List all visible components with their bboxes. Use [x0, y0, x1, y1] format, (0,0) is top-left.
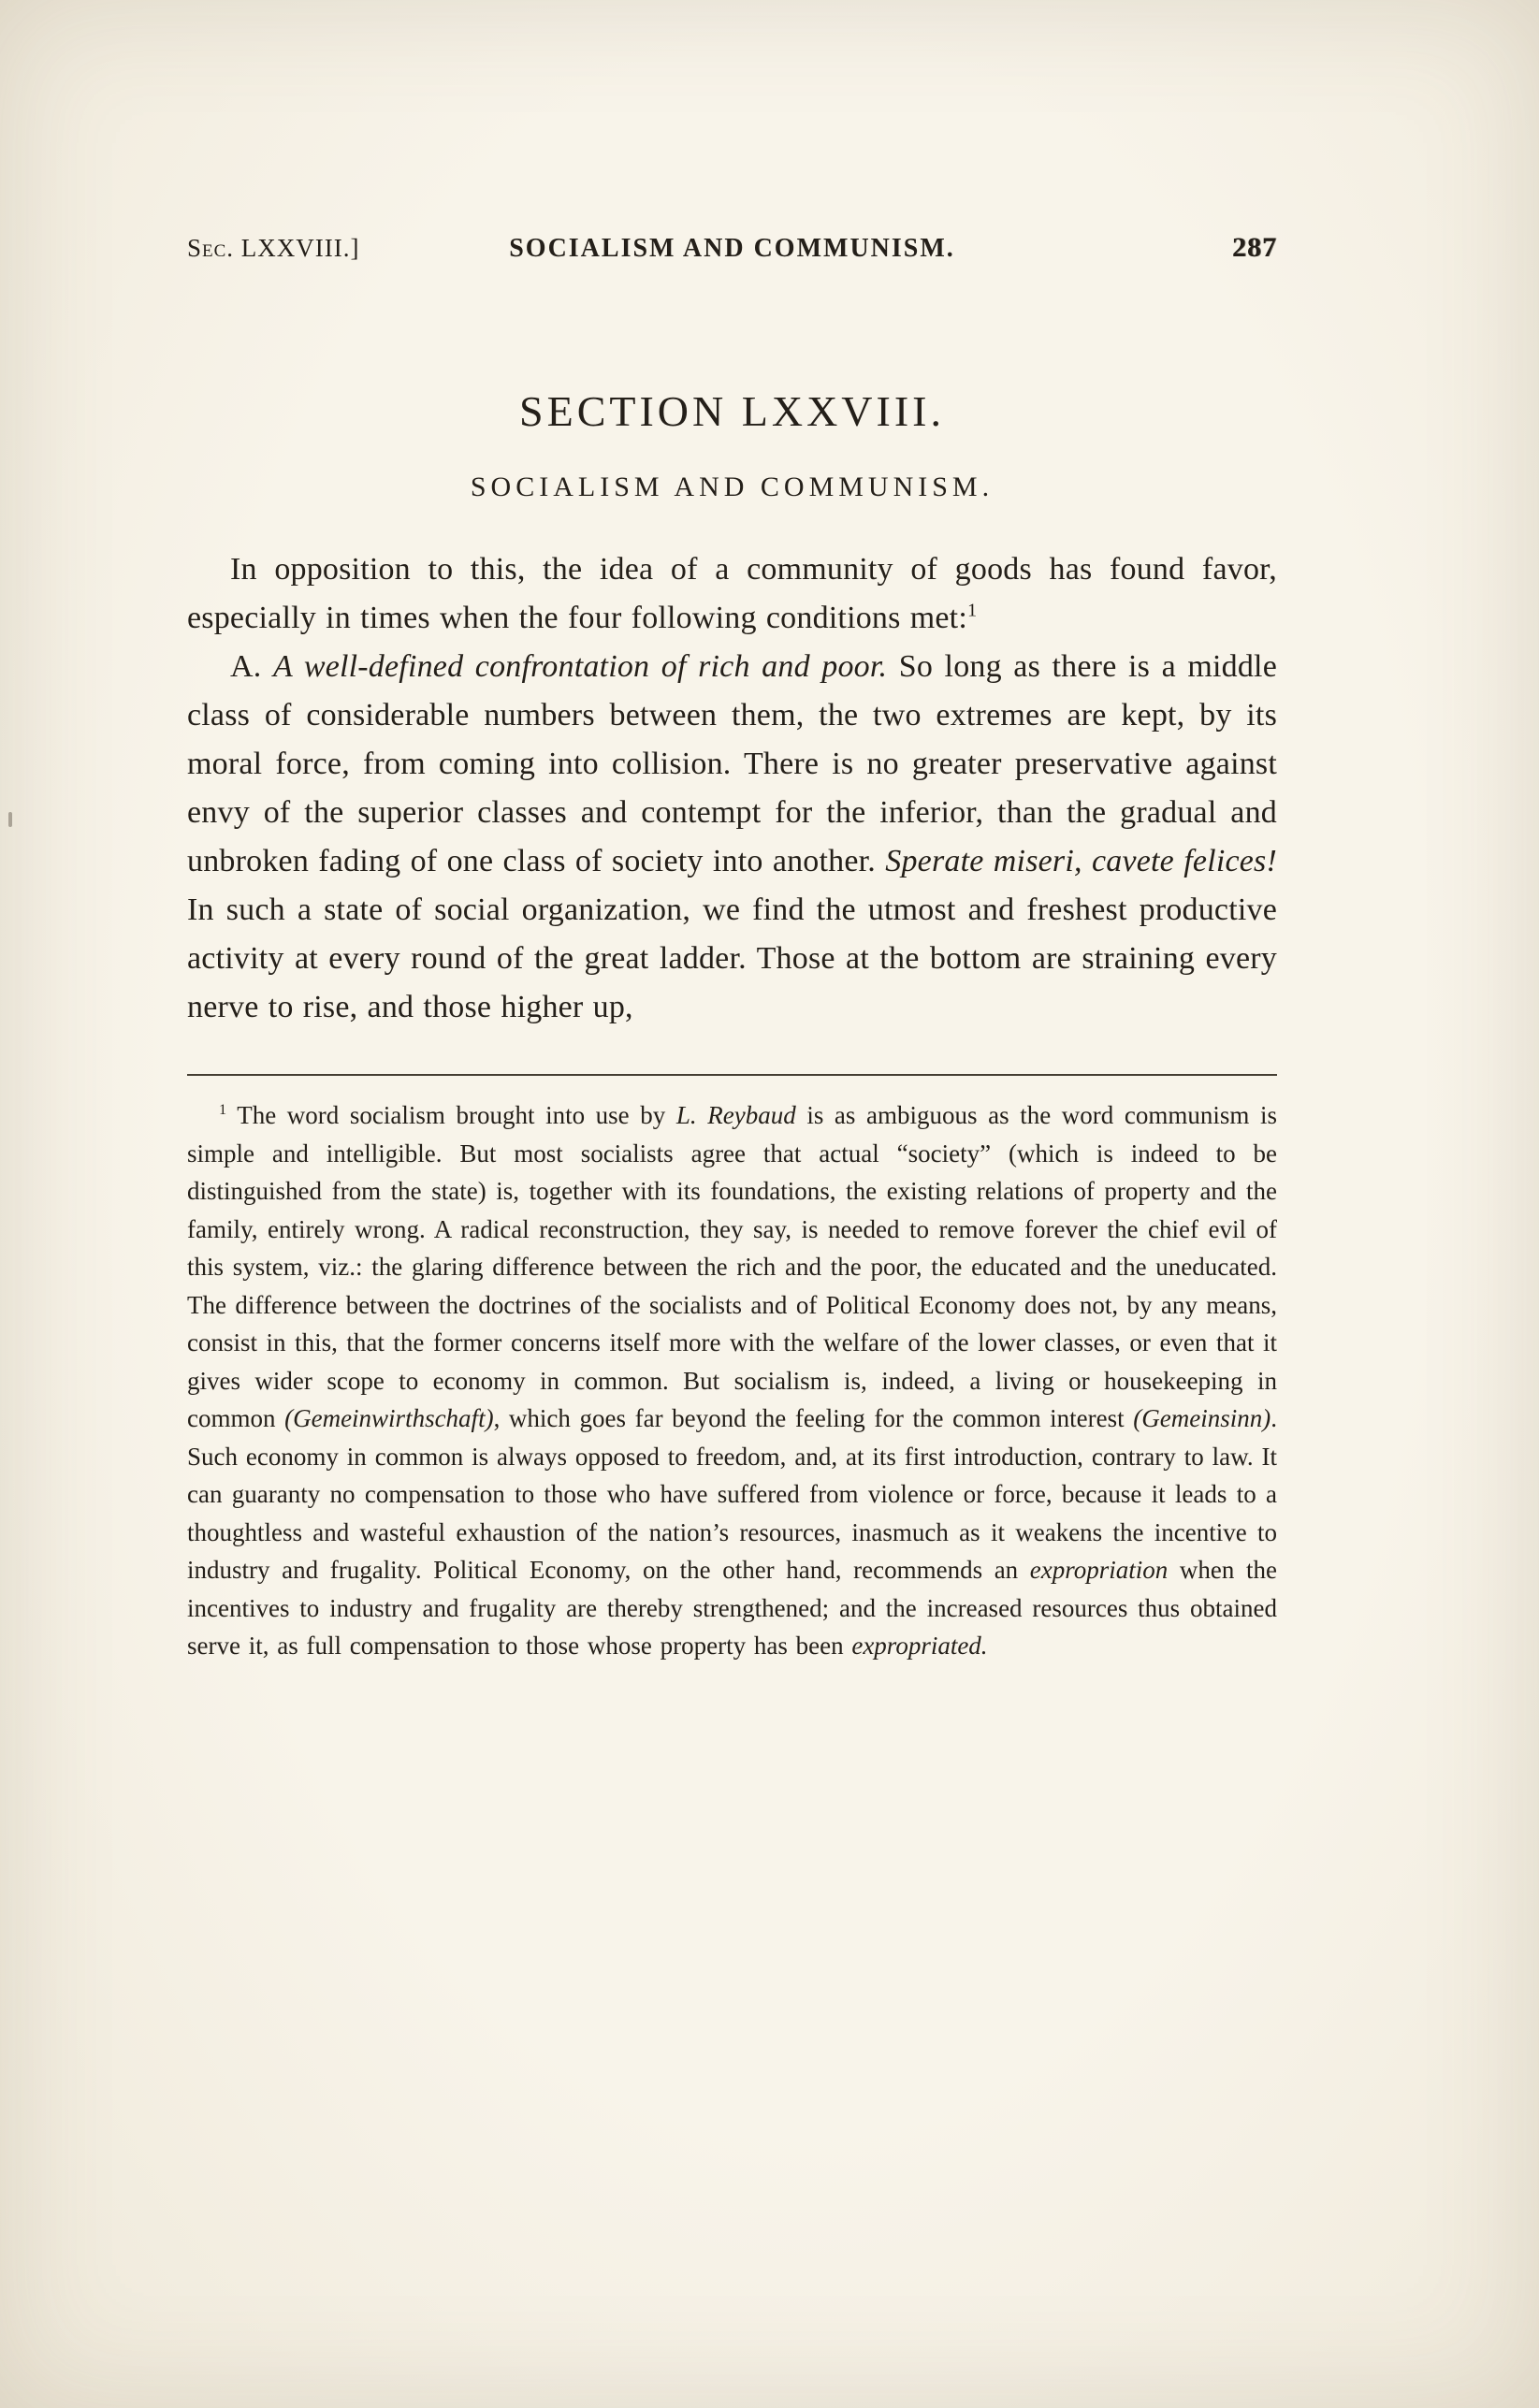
page-number: 287 [1232, 232, 1277, 263]
page-content [187, 234, 1277, 1665]
body-text [187, 545, 1277, 1032]
section-subtitle: SOCIALISM AND COMMUNISM. [470, 471, 995, 502]
section-label: Sec. LXXVIII.] [187, 234, 360, 262]
paragraph: A. A well-defined confrontation of rich and poor. So long as there is a middle class of considerable numbers between them, the two extremes are kept, by its moral force, from coming into collision. There is no greater preservative against envy of the superior classes and contempt for the inferior, than the gradual and unbroken fading of one class of society into another. Sperate miseri, cavete felices! In such a state of social organization, we find the utmost and freshest productive activity at every round of the great ladder. Those at the bottom are straining every nerve to rise, and those higher up, [187, 649, 1277, 1024]
scan-artifact [8, 812, 12, 827]
running-header [187, 234, 1277, 269]
footnote: $^1$ The word socialism brought into use by L. Reybaud is as ambiguous as the word communism is simple and intelligible. But most socialists agree that actual “society” (which is indeed to be distinguished from the state) is, together with its foundations, the existing relations of property and the family, entirely wrong. A radical reconstruction, they say, is needed to remove forever the chief evil of this system, viz.: the glaring difference between the rich and the poor, the educated and the uneducated. The difference between the doctrines of the socialists and of Political Economy does not, by any means, consist in this, that the former concerns itself more with the welfare of the lower classes, or even that it gives wider scope to economy in common. But socialism is, indeed, a living or housekeeping in common (Gemeinwirthschaft), which goes far beyond the feeling for the common interest (Gemeinsinn). Such economy in common is always opposed to freedom, and, at its first introduction, contrary to law. It can guaranty no compensation to those who have suffered from violence or force, because it leads to a thoughtless and wasteful exhaustion of the nation’s resources, inasmuch as it weakens the incentive to industry and frugality. Political Economy, on the other hand, recommends an expropriation when the incentives to industry and frugality are thereby strengthened; and the increased resources thus obtained serve it, as full compensation to those whose property has been expropriated. [187, 1101, 1278, 1660]
running-title: SOCIALISM AND COMMUNISM. [509, 234, 955, 263]
footnote-divider [187, 1074, 1277, 1076]
section-title: SECTION LXXVIII. [519, 387, 945, 435]
paragraph: In opposition to this, the idea of a community of goods has found favor, especially in times when the four following conditions met:$^1$ [187, 552, 1277, 635]
